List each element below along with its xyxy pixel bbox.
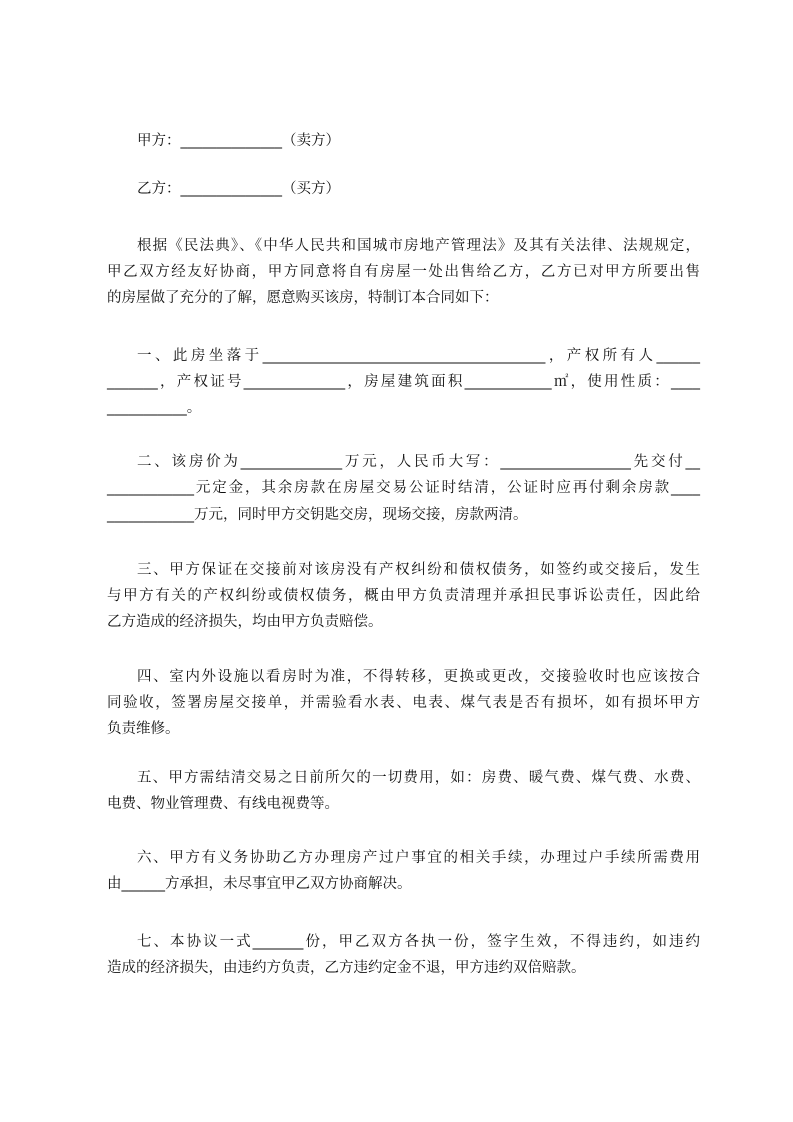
clause-1-line: _______，产权证号______________，房屋建筑面积____________㎡，使用性质：____ (107, 374, 700, 390)
party-a-line: 甲方：______________（卖方） (137, 133, 340, 149)
clause-3-line: 与甲方有关的产权纠纷或债权债务，概由甲方负责清理并承担民事诉讼责任，因此给 (107, 588, 700, 604)
clause-5-line: 电费、物业管理费、有线电视费等。 (107, 796, 339, 812)
intro-line: 根据《民法典》、《中华人民共和国城市房地产管理法》及其有关法律、法规规定， (137, 238, 700, 254)
clause-2-line: ____________元定金，其余房款在房屋交易公证时结清，公证时应再付剩余房款____ (107, 480, 700, 496)
clause-1-line: ___________。 (107, 400, 202, 416)
intro-line: 甲乙双方经友好协商，甲方同意将自有房屋一处出售给乙方，乙方已对甲方所要出售 (107, 264, 700, 280)
party-b-line: 乙方：______________（买方） (137, 181, 340, 197)
clause-4-line: 同验收，签署房屋交接单，并需验看水表、电表、煤气表是否有损坏，如有损坏甲方 (107, 695, 700, 711)
clause-3-line: 乙方造成的经济损失，均由甲方负责赔偿。 (107, 614, 383, 630)
intro-line: 的房屋做了充分的了解，愿意购买该房，特制订本合同如下： (107, 290, 499, 306)
clause-6-line: 六、甲方有义务协助乙方办理房产过户事宜的相关手续，办理过户手续所需费用 (137, 850, 700, 866)
clause-1-line: 一、此房坐落于_______________________________________，产权所有人______ (137, 348, 700, 364)
clause-3-line: 三、甲方保证在交接前对该房没有产权纠纷和债权债务，如签约或交接后，发生 (137, 562, 700, 578)
clause-4-line: 四、室内外设施以看房时为准，不得转移，更换或更改，交接验收时也应该按合 (137, 669, 700, 685)
clause-7-line: 造成的经济损失，由违约方负责，乙方违约定金不退，甲方违约双倍赔款。 (107, 960, 586, 976)
clause-2-line: ____________万元，同时甲方交钥匙交房，现场交接，房款两清。 (107, 507, 528, 523)
clause-5-line: 五、甲方需结清交易之日前所欠的一切费用，如：房费、暖气费、煤气费、水费、 (137, 770, 700, 786)
clause-2-line: 二、该房价为______________万元，人民币大写：__________________先交付__ (137, 454, 700, 470)
clause-4-line: 负责维修。 (107, 721, 180, 737)
clause-7-line: 七、本协议一式_______份，甲乙双方各执一份，签字生效，不得违约，如违约 (137, 934, 700, 950)
clause-6-line: 由______方承担，未尽事宜甲乙双方协商解决。 (107, 876, 412, 892)
